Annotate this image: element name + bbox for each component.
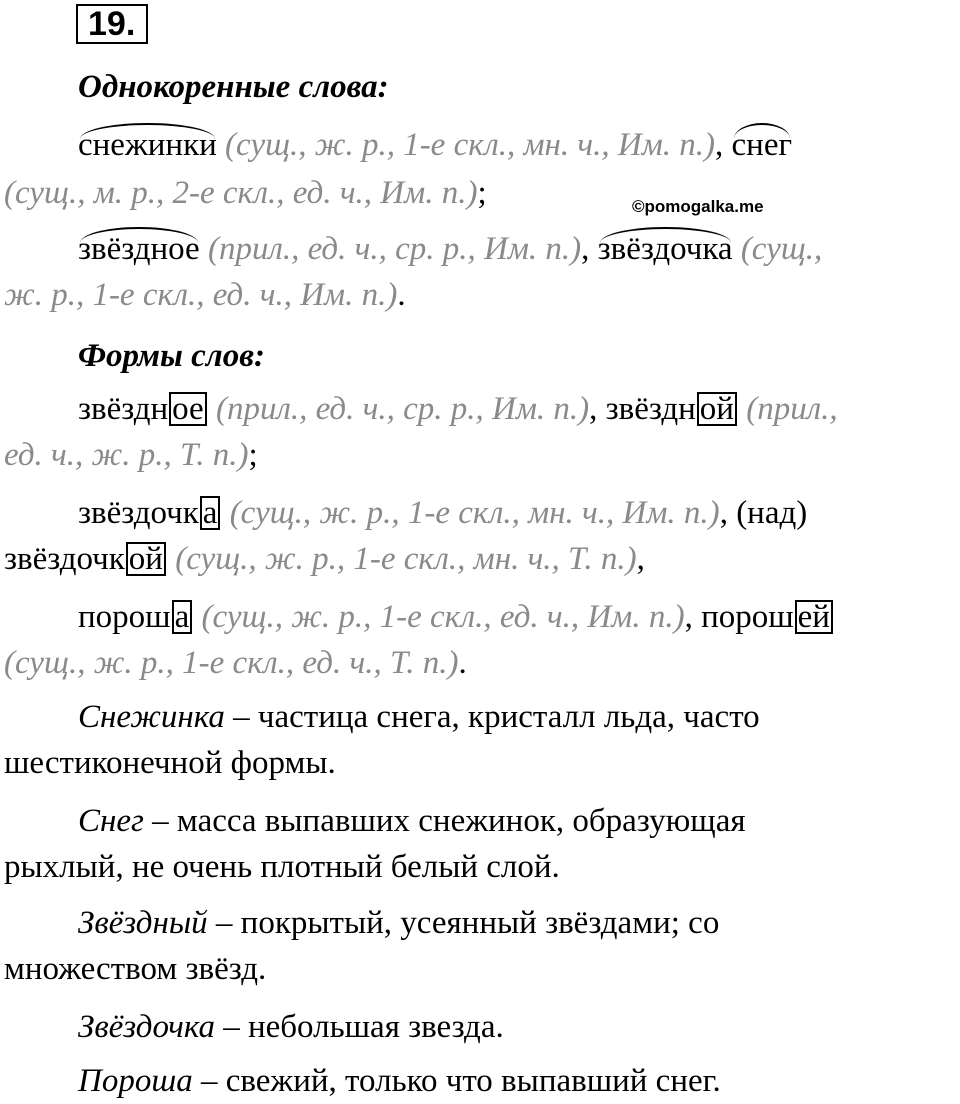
watermark: ©pomogalka.me <box>632 197 764 216</box>
word-stem: звёздочк <box>4 541 125 577</box>
grammar-note: ед. ч., ж. р., Т. п.) <box>4 437 249 473</box>
comma: , <box>715 127 724 163</box>
grammar-note: (сущ., ж. р., 1-е скл., мн. ч., Им. п.) <box>225 127 716 163</box>
definition-zvezdochka <box>78 1007 950 1047</box>
word-zvezdochka: звёздочка <box>597 231 733 267</box>
period: . <box>397 277 406 313</box>
ending-box: а <box>172 600 193 634</box>
grammar-note: (сущ., ж. р., 1-е скл., ед. ч., Им. п.) <box>201 599 685 635</box>
word-stem: порош <box>78 599 171 635</box>
cognates-heading: Однокоренные слова: <box>78 69 389 105</box>
grammar-note: (прил., <box>746 391 838 427</box>
word-stem: звёздн <box>78 391 169 427</box>
word-snezhinki: снежинки <box>78 127 217 163</box>
word-zvezdnoe: звёздное <box>78 231 200 267</box>
definition-text: – небольшая звезда. <box>214 1009 504 1045</box>
comma: , <box>636 541 645 577</box>
cognates-line-2 <box>4 173 950 213</box>
comma: , <box>581 231 590 267</box>
exercise-number: 19. <box>76 4 148 44</box>
forms-line-3 <box>78 493 950 533</box>
grammar-note: (сущ., ж. р., 1-е скл., мн. ч., Т. п.) <box>175 541 637 577</box>
ending-box: а <box>200 496 221 530</box>
forms-line-2 <box>4 435 950 475</box>
grammar-note: (сущ., м. р., 2-е скл., ед. ч., Им. п.) <box>4 175 478 211</box>
word-sneg: снег <box>731 127 793 163</box>
forms-line-4 <box>4 539 950 579</box>
definition-text: – свежий, только что выпавший снег. <box>192 1063 721 1099</box>
comma: , <box>589 391 598 427</box>
definition-zvezdnyi <box>78 903 950 943</box>
ending-box: ое <box>169 392 207 426</box>
definition-term: Снег <box>78 803 144 839</box>
definition-term: Пороша <box>78 1063 193 1099</box>
definition-sneg-cont: рыхлый, не очень плотный белый слой. <box>4 849 560 885</box>
grammar-note: (сущ., <box>740 231 823 267</box>
forms-line-1 <box>78 389 950 429</box>
ending-box: ей <box>795 600 833 634</box>
cognates-line-1 <box>78 125 950 165</box>
word-stem: звёздн <box>605 391 696 427</box>
cognates-line-4 <box>4 275 950 315</box>
ending-box: ой <box>126 542 166 576</box>
definition-zvezdnyi-cont: множеством звёзд. <box>4 951 267 987</box>
definition-porosha <box>78 1061 950 1101</box>
ending-box: ой <box>697 392 737 426</box>
definition-term: Снежинка <box>78 699 225 735</box>
definition-term: Звёздный <box>78 905 208 941</box>
grammar-note: ж. р., 1-е скл., ед. ч., Им. п.) <box>4 277 398 313</box>
preposition: (над) <box>736 495 808 531</box>
semicolon: ; <box>248 437 258 473</box>
word-stem: порош <box>701 599 794 635</box>
grammar-note: (сущ., ж. р., 1-е скл., мн. ч., Им. п.) <box>229 495 720 531</box>
comma: , <box>719 495 728 531</box>
definition-text: – покрытый, усеянный звёздами; со <box>207 905 720 941</box>
definition-text: – частица снега, кристалл льда, часто <box>224 699 760 735</box>
cognates-line-3 <box>78 229 950 269</box>
definition-snezhinka <box>78 697 950 737</box>
grammar-note: (сущ., ж. р., 1-е скл., ед. ч., Т. п.) <box>4 645 459 681</box>
forms-heading: Формы слов: <box>78 338 265 374</box>
grammar-note: (прил., ед. ч., ср. р., Им. п.) <box>215 391 590 427</box>
forms-line-5 <box>78 597 950 637</box>
period: . <box>458 645 467 681</box>
definition-text: – масса выпавших снежинок, образующая <box>143 803 746 839</box>
grammar-note: (прил., ед. ч., ср. р., Им. п.) <box>207 231 582 267</box>
word-stem: звёздочк <box>78 495 199 531</box>
semicolon: ; <box>477 175 487 211</box>
definition-term: Звёздочка <box>78 1009 215 1045</box>
forms-line-6 <box>4 643 950 683</box>
definition-sneg <box>78 801 950 841</box>
comma: , <box>684 599 693 635</box>
definition-snezhinka-cont: шестиконечной формы. <box>4 745 336 781</box>
